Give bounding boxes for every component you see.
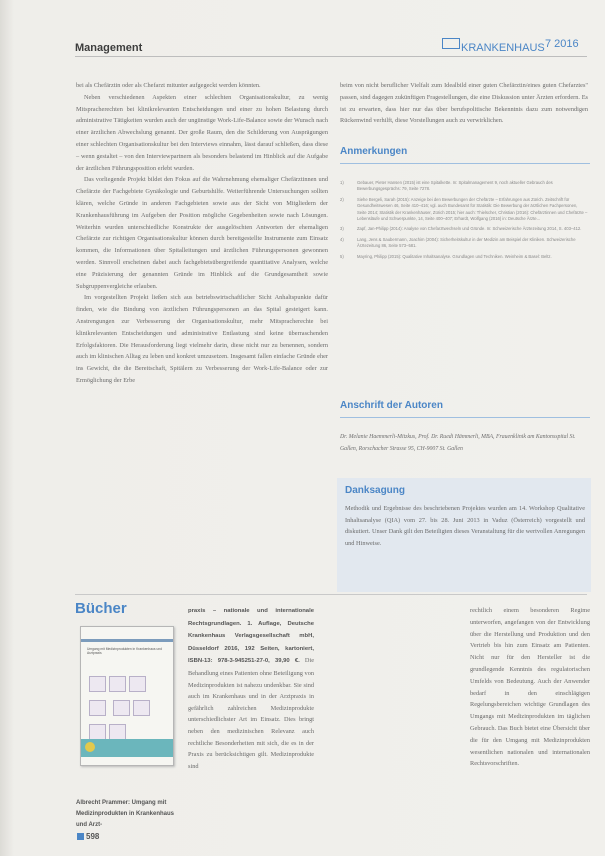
paragraph: bei als Chefärztin oder als Chefarzt mitunter aufgegeckt werden könnten.	[76, 82, 261, 89]
notes-heading: Anmerkungen	[340, 146, 408, 157]
note-item	[340, 180, 588, 193]
acknowledgement-heading: Danksagung	[345, 485, 406, 496]
issue-number: 7 2016	[545, 38, 579, 50]
cover-band	[81, 639, 173, 642]
note-text: Zapf, Jan-Philipp (2014): Analyse von Chefarztwechseln und Gründe. In: Schweizerische Ärztezeitung 2014, S. 403–412.	[357, 226, 582, 232]
note-text: Mayring, Philipp (2015): Qualitative Inhaltsanalyse. Grundlagen und Techniken. Weinheim & Basel: Beltz.	[357, 253, 552, 259]
note-number: 2)	[340, 196, 344, 202]
article-column-2	[340, 80, 588, 127]
paragraph: Im vorgestellten Projekt ließen sich aus betriebswirtschaftlicher Sicht Anhaltspunkte dafür finden, wie die Bindung von ärztlichen Führungspersonen an das Spital gesteigert kann. Anstrengungen zur Verbesserung der Organisationskultur, mehr Mitspracherechte bei klinikrelevanten Entscheidungen und administrative Entlastung sind keine überraschenden Erfolgsfaktoren. Die Herausforderung liegt vielmehr darin, diese nicht nur zu benennen, sondern auch im klinischen Alltag zu leben und konkret umzusetzen. Insgesamt fallen einfache Gründe eher ins Gewicht, die die Bereitschaft, Spitälern zu Verbesserung der Work-Life-Balance oder zur Ermöglichung der Erbe	[76, 294, 328, 384]
section-title: Management	[75, 42, 143, 54]
book-cover-image	[80, 626, 174, 766]
book-review-text: rechtlich einem besonderen Regime unterworfen, angefangen von der Entwicklung über die Herstellung und Produktion und den Vertrieb bis hin zum Einsatz am Patienten. Nicht nur für den Hersteller ist die grundlegende Kenntnis des regulatorischen Umfelds von Bedeutung. Auch der Anwender bedarf in den einschlägigen Regelungsbereichen wichtige Grundlagen des Umgangs mit Medizinprodukten im täglichen Gebrauch. Das Buch bietet eine Übersicht über die für den Umgang mit Medizinprodukten wesentlichen nationalen und internationalen Rechtsvorschriften.	[470, 607, 590, 768]
brand-logo	[442, 38, 545, 54]
book-caption: Albrecht Prammer: Umgang mit Medizinprodukten in Krankenhaus und Arzt-	[76, 800, 175, 828]
publisher-logo-icon	[85, 742, 95, 752]
page-number	[77, 832, 99, 841]
page-number-text: 598	[86, 832, 100, 841]
article-column-1	[76, 80, 328, 387]
book-bib-text: praxis – nationale und internationale Rechtsgrundlagen. 1. Auflage, Deutsche Krankenhaus Verlagsgesellschaft mbH, Düsseldorf 2016, 192 Seiten, kartoniert, ISBN-13: 978-3-945251-27-0, 39,90 €.	[188, 608, 314, 665]
brand-name: KRANKENHAUS	[461, 42, 545, 54]
page-marker-icon	[77, 833, 84, 840]
acknowledgement-text: Methodik und Ergebnisse des beschriebenen Projektes wurden am 14. Workshop Qualitative Inhaltsanalyse (QIA) vom 27. bis 28. Juni 2013 in Vaduz (Österreich) vorgestellt und diskutiert. Unser Dank gilt den Beteiligten dieses Veranstaltung für die wertvollen Anregungen und Hinweise.	[345, 505, 585, 547]
medical-device-icon	[113, 700, 130, 716]
medical-device-icon	[133, 700, 150, 716]
note-text: Lang, Jens & Saubermann, Joachim (2004): Sicherheitskultur in der Medizin am Beispiel der Kliniken. Schweizerische Ärztezeitung 86, Seite 573–581.	[357, 236, 576, 249]
medical-device-icon	[109, 676, 126, 692]
note-number: 3)	[340, 226, 344, 232]
publisher-band	[81, 739, 173, 757]
note-item	[340, 237, 588, 250]
medical-device-icon	[89, 724, 106, 740]
note-number: 4)	[340, 236, 344, 242]
medical-device-icon	[89, 676, 106, 692]
note-number: 1)	[340, 180, 344, 185]
medical-device-icon	[89, 700, 106, 716]
medical-device-icon	[129, 676, 146, 692]
authors-address: Dr. Melanie Haemmerli-Mitzkus, Prof. Dr. Ruedi Hämmerli, MBA, Frauenklinik am Kantonsspital St. Gallen, Rorschacher Strasse 95, CH-9007 St. Gallen	[340, 434, 576, 452]
note-text: Siehe Bergeli, Sarah (2015): Anzeige bei den Bewerbungen der Chefärzte – Erfahrungen aus Zürich. Zeitschrift für Gesundheitswesen 46, Seite 410–416; vgl. auch Bundesamt für Statistik: Die Bewerbung der ärztlichen Fachpersonen, Seite 2014; Statistik der Krankenhäuser, Zürich 2015; hier auch: Thielscher, Christian (2016): Chefärztinnen und Chefärzte – Lebensläufe und Schwerpunkte, 14, Seite 400–407; Erhardt, Wolfgang (2016) in: Deutsche Ärzte...	[357, 196, 588, 222]
notes-heading-rule	[340, 163, 590, 164]
note-text: Gebauer, Pieter Hansen (2015) ist eine Spitalkette. In: Spitalmanagement 9, noch aktueller Gebrauch des Bewerbungsgesprächs: 79, Seite 7278.	[357, 180, 553, 192]
note-item	[340, 226, 588, 232]
medical-device-icon	[109, 724, 126, 740]
books-heading: Bücher	[75, 600, 127, 617]
cover-title: Umgang mit Medizinprodukten in Krankenhaus und Arztpraxis	[87, 647, 162, 656]
authors-heading: Anschrift der Autoren	[340, 400, 443, 411]
header-divider	[75, 56, 587, 57]
authors-heading-rule	[340, 417, 590, 418]
notes-list	[340, 180, 588, 264]
cover-icons	[89, 673, 165, 717]
note-item	[340, 197, 588, 223]
book-bibliography	[188, 605, 314, 772]
paragraph: Das vorliegende Projekt bildet den Fokus auf die Wahrnehmung ehemaliger Chefärztinnen und Chefärzte der Fachgebiete Gynäkologie und Geburtshilfe. Weiterführende Untersuchungen sollten klären, welche Gründe in anderen Fachgebieten sowie aus der Sicht von Mitgliedern der Krankenhausführung im Aufgeben der Position mögliche Gegebenheiten sowie nach Lösungen. Weiterhin wurden unterschiedliche Konstrukte der ausgelöschten Antworten der ehemaligen Chefärzte zur richtigen Organisationskultur können durch bereitgestellte Instrumente zum Einsatz kommen, die Informationen über Spitalleitungen und ärztlichen Führungspersonen gewonnen werden. Sinnvoll erscheinen dabei auch fachgebietsübergreifende quantitative Analysen, welche eine Präzisierung der genannten Gründe im Hinblick auf die Grundgesamtheit sowie Subgruppenvergleiche erlauben.	[76, 176, 328, 290]
book-review-column	[470, 605, 590, 770]
paragraph: beim von nicht beruflicher Vielfalt zum Idealbild einer guten Chefärztin/eines guten Chefarztes" passen, sind dagegen zukünftigen Fragestellungen, die eine Diskussion unter Ärzten erfordern. Es ist zu erwarten, dass hier nur das über berufspolitische Bekenntnis dazu zum notwendigen Rückenwind verhilft, diese Vorstellungen auch zu verwirklichen.	[340, 82, 588, 125]
books-divider	[75, 594, 587, 595]
paragraph: Neben verschiedenen Aspekten einer schlechten Organisationskultur, zu wenig Mitspracherechten bei klinikrelevanten Entscheidungen und einer zu hohen Belastung durch administrative Tätigkeiten wurden auch der ungünstige Work-Life-Balance sowie der Wunsch nach einer ärztlichen Abwechslung genannt. Der große Raum, den die Schilderung von Ausprägungen einer schlechten Organisationskultur bei den Interviews einnahm, lässt darauf schließen, dass diese – wenn gestaltet – von den Interviewpartnern als besonders belastend im Hinblick auf die Aufgabe der ärztlichen Führungsposition erlebt wurden.	[76, 93, 328, 172]
book-review-text: Die Behandlung eines Patienten ohne Beteiligung von Medizinprodukten ist nahezu undenkbar. Sie sind auch im Krankenhaus und in der Arztpraxis in gefährlich zahlreichen Medizinprodukte unterschiedlichster Art im Einsatz. Dies bringt neben den medizinischen Relevanz auch rechtliche Besonderheiten mit sich, die es in der Praxis zu berücksichtigen gilt. Medizinprodukte sind	[188, 657, 314, 770]
note-number: 5)	[340, 253, 344, 259]
note-item	[340, 254, 588, 260]
brand-icon	[442, 38, 460, 49]
